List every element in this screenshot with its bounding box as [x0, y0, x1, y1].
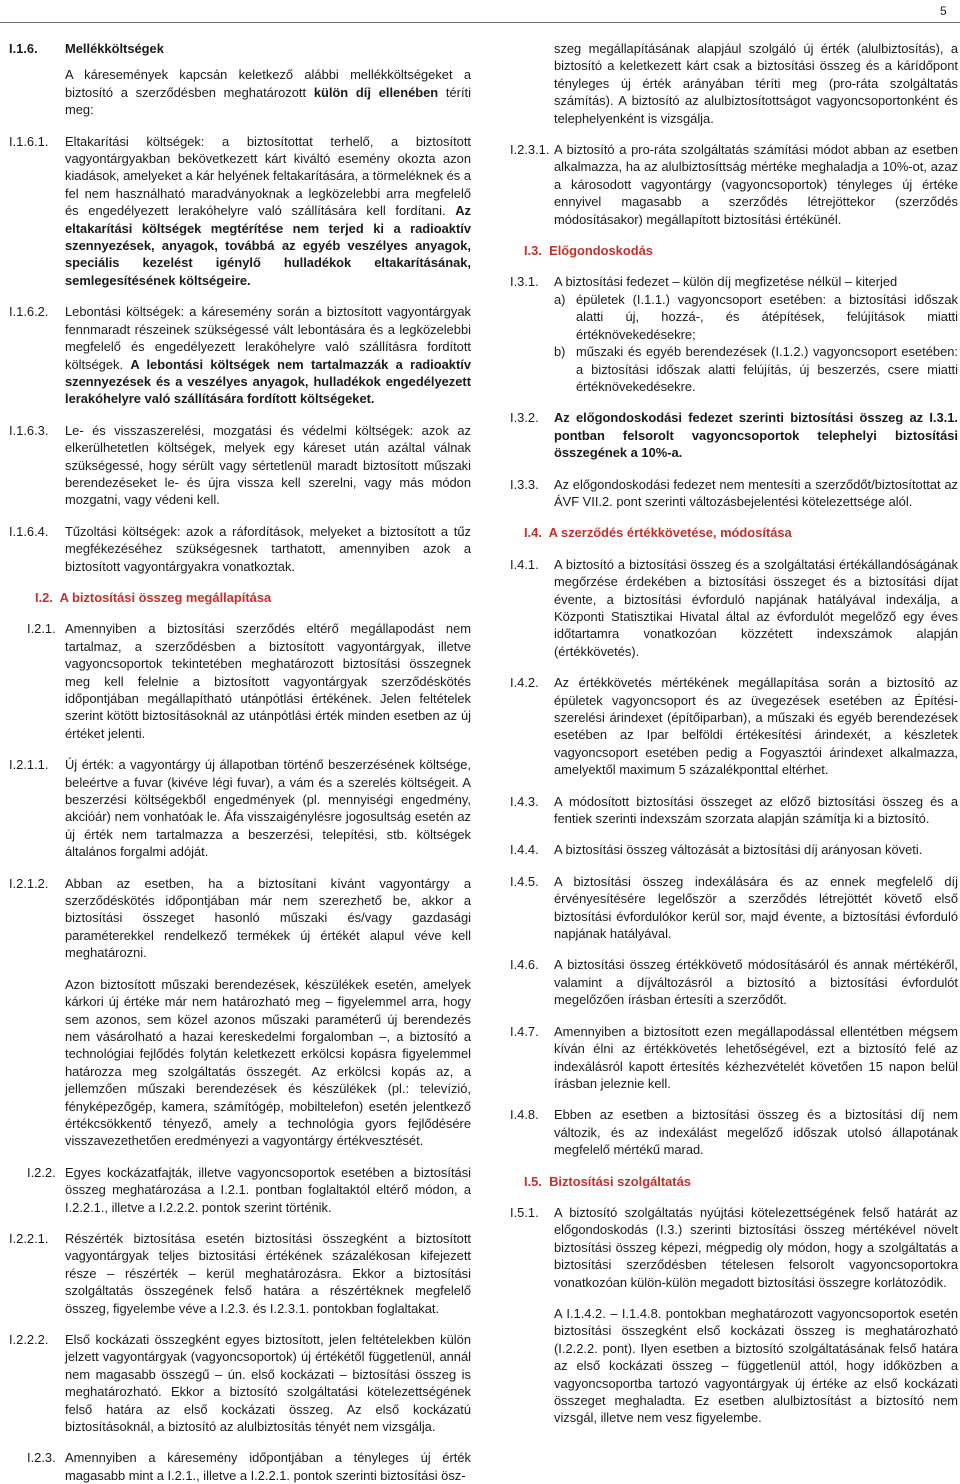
- list-text: műszaki és egyéb berendezések (I.1.2.) vagyoncsoport esetében: a biztosítási időszak alatti felújítás, új beszerzés, csere miatti értéknövekedésekre.: [576, 344, 958, 394]
- clause-text: Első kockázati összegként egyes biztosított, jelen feltételekben külön jelzett vagyontárgyak (vagyoncsoportok) új értékétől függetlenül, annál nem magasabb összegű – ún. első kockázati – biztosítási összeg is meghatározható. Ekkor a biztosító szolgáltatási kötelezettségének felső határa az első kockázati összeg. Az első kockázatú biztosításoknál, a biztosító az alulbiztosítás tényét nem vizsgálja.: [65, 1332, 471, 1435]
- clause-i-4-2: [510, 674, 958, 778]
- intro-text-1: A káresemények kapcsán keletkező alábbi mellékköltségeket a biztosító a szerződésben meghatározott: [65, 67, 471, 100]
- section-title: Előgondoskodás: [549, 243, 653, 259]
- paragraph-erkolcsi-kopas: [65, 976, 471, 1150]
- clause-text: Tűzoltási költségek: azok a ráfordítások, melyeket a biztosított a tűz megfékezéséhez szükségesnek tarthatott, amennyiben azok a biztosított vagyontárgyakra vonatkoztak.: [65, 523, 471, 574]
- clause-text: A biztosító a biztosítási összeg és a szolgáltatási értékállandóságának megőrzése érdekében a biztosítási összeget és a biztosítási díjat évente, a biztosítási évforduló napjának hatályával indexálja, a Központi Statisztikai Hivatal által az évfordulót megelőző egy éves időtartamra vonatkozóan közzétett indexszámok alapján (értékkövetés).: [554, 556, 958, 659]
- clause-number: I.1.6.2.: [9, 304, 49, 320]
- clause-number: I.2.1.1.: [9, 757, 49, 773]
- clause-text: Az előgondoskodási fedezet nem mentesíti a szerződőt/biztosítottat az ÁVF VII.2. pont szerinti változásbejelentési kötelezettsége alól.: [554, 476, 958, 509]
- list-item-b: [554, 343, 958, 395]
- clause-i-2-2-2: [9, 1331, 471, 1435]
- section-heading-biztositasi-osszeg: [9, 589, 471, 606]
- section-title: A biztosítási összeg megállapítása: [59, 589, 272, 605]
- clause-number: I.1.6.1.: [9, 133, 49, 149]
- clause-i-2-2: [9, 1164, 471, 1216]
- clause-i-1-6-3: [9, 422, 471, 509]
- clause-number: I.4.7.: [510, 1023, 539, 1039]
- clause-number: I.2.2.: [27, 1164, 56, 1180]
- clause-i-3-1: [510, 273, 958, 395]
- paragraph-text: szeg megállapításának alapjául szolgáló új érték (alulbiztosítás), a biztosító a keletkezett kárt csak a biztosítási összeg és a kárídőpont tényleges új érték arányában téríti meg (pro-ráta szolgáltatás számítás). A biztosító az alulbiztosítottságot vagyoncsoportonként és telephelyenként is vizsgálja.: [554, 41, 958, 126]
- clause-text: Amennyiben a biztosítási szerződés eltérő megállapodást nem tartalmaz, a szerződésben a biztosított vagyontárgyak, illetve vagyoncsoportok tekintetében meghatározott biztosítási összegnek meg kell felelnie a biztosított vagyontárgyak szerződéskötés időpontjában megállapítható utánpótlási értékének. Jelen feltételek szerint kötött biztosításoknál az utánpótlási érték minden esetben az új értéket jelenti.: [65, 621, 471, 741]
- paragraph-text: A I.1.4.2. – I.1.4.8. pontokban meghatározott vagyoncsoportok esetén biztosítási összegként első kockázati összeg is meghatározható (I.2.2.2. pont). Ilyen esetben a biztosító szolgáltatásának felső határa az első kockázati összeg – függetlenül attól, hogy időközben a vagyoncsoportba tartozó vagyontárgyak új értéke az első kockázati összeget meghaladta. Ez esetben alulbiztosítást a biztosító nem vizsgál, illetve nem vesz figyelembe.: [554, 1305, 958, 1426]
- page-number: 5: [940, 4, 947, 18]
- clause-text: Abban az esetben, ha a biztosítani kívánt vagyontárgy a szerződéskötés időpontjában már nem szerezhető be, akkor a biztosítási összeget hasonló műszaki és/vagy gazdasági paraméterekkel rendelkező termékek új értékét alapul véve kell meghatározni.: [65, 875, 471, 961]
- left-column: [9, 40, 471, 1484]
- clause-i-4-6: [510, 956, 958, 1008]
- clause-text: Az értékkövetés mértékének megállapítása során a biztosító az épületek vagyoncsoport és az üvegezések esetében az Építési- szerelési árindexet (építőiparban), a műszaki és egyéb berendezések esetében az Ipar belföldi értékesítési árindexét, a készletek vagyoncsoport esetében pedig a Fogyasztói árindexet alkalmazza, amelyektől maximum 5 százalékponttal eltérhet.: [554, 675, 958, 778]
- clause-i-5-1: [510, 1204, 958, 1291]
- clause-text: Amennyiben a biztosított ezen megállapodással ellentétben mégsem kíván élni az értékkövetés lehetőségével, ezt a biztosító felé az indexálásról kapott értesítés kézhezvételét követően 15 napon belül írásban jeleznie kell.: [554, 1023, 958, 1091]
- paragraph-text: Azon biztosított műszaki berendezések, készülékek esetén, amelyek kárkori új értéke már nem határozható meg – figyelemmel arra, hogy sem azonos, sem közel azonos műszaki paraméterű új berendezés nem vásárolható a hazai kereskedelmi forgalomban –, a biztosító a technológiai fejlődés folytán keletkezett erkölcsi kopásra figyelemmel határozza meg szolgáltatás összegét. Az erkölcsi kopás az, a jellemzően műszaki berendezések és készülékek (pl.: televízió, fényképezőgép, kamera, számítógép, mobiltelefon) esetén jelentkező értékcsökkentő tényező, amely a technológia gyors fejlődésére visszavezethetően eredményezi a vagyontárgy értékvesztését.: [65, 976, 471, 1149]
- clause-number: I.3.3.: [510, 476, 539, 492]
- clause-i-1-6-1: [9, 133, 471, 290]
- clause-i-2-2-1: [9, 1230, 471, 1317]
- clause-number: I.2.2.2.: [9, 1332, 49, 1347]
- section-title: Mellékköltségek: [65, 41, 164, 56]
- list-text: épületek (I.1.1.) vagyoncsoport esetében: a biztosítási időszak alatti új, hozzá-, és átépítések, felújítások miatti értéknövekedésekre;: [576, 291, 958, 342]
- section-number: I.2.: [35, 589, 53, 605]
- section-number: I.4.: [524, 525, 542, 541]
- clause-i-2-1-1: [9, 756, 471, 860]
- clause-i-1-6-4: [9, 523, 471, 575]
- clause-number: I.2.2.1.: [9, 1230, 49, 1246]
- clause-i-2-3-1: [510, 141, 958, 228]
- clause-number: I.4.4.: [510, 842, 539, 858]
- clause-text: Amennyiben a káresemény időpontjában a tényleges új érték magasabb mint a I.2.1., illetve a I.2.2.1. pontok szerinti biztosítási ösz-: [65, 1450, 471, 1483]
- clause-number: I.2.1.2.: [9, 875, 49, 891]
- clause-text-bold: Az előgondoskodási fedezet szerinti biztosítási összeg az I.3.1. pontban felsorolt vagyoncsoportok telephelyi biztosítási összegének a 10%-a.: [554, 410, 958, 461]
- clause-i-4-4: [510, 841, 958, 858]
- clause-text: A biztosító a pro-ráta szolgáltatás számítási módot abban az esetben alkalmazza, ha az alulbiztosíttság mértéke meghaladja a 10%-ot, azaz a károsodott vagyontárgy (vagyoncsoportok) tényleges új értéke ennyivel magasabb a szerződés létrejöttekor (szerződés módosításakor) megállapított biztosítási értékünél.: [554, 142, 958, 227]
- clause-i-4-1: [510, 556, 958, 660]
- clause-number: I.4.1.: [510, 556, 539, 572]
- section-title: A szerződés értékkövetése, módosítása: [548, 525, 792, 541]
- intro-text-bold: külön díj ellenében: [313, 84, 439, 100]
- clause-text: Le- és visszaszerelési, mozgatási és védelmi költségek: azok az elkerülhetetlen költségek, melyek egy káreset után azáltal válnak szükségessé, hogy sérült vagy sértetlenül maradt biztosított műszaki berendezéseket le- és újra vissza kell szerelni, vagy más módon mozgatni, vagy védeni kell.: [65, 422, 471, 508]
- intro-text-2: téríti meg:: [65, 84, 471, 118]
- clause-i-4-7: [510, 1023, 958, 1093]
- clause-number: I.3.1.: [510, 274, 539, 290]
- section-title: Biztosítási szolgáltatás: [549, 1173, 691, 1189]
- paragraph-elso-kockazati: [554, 1305, 958, 1427]
- section-heading-szolgaltatas: [510, 1173, 958, 1190]
- clause-i-4-8: [510, 1106, 958, 1158]
- clause-text: A biztosítási összeg értékkövető módosításáról és annak mértékéről, valamint a díjváltozásról a biztosító a biztosítási évfordulót megelőzően írásban értesíti a szerződőt.: [554, 957, 958, 1008]
- section-heading-ertekkovetes: [510, 524, 958, 541]
- section-number: I.5.: [524, 1173, 542, 1189]
- clause-text: A biztosító szolgáltatás nyújtási kötelezettségének felső határát az előgondoskodás (I.3.) szerinti biztosítási összeg mértékével növelt biztosítási összeg képezi, mégpedig oly módon, hogy a szolgáltatás a biztosítási szerződésben tételesen felsorolt vagyoncsoportokra vonatkozóan külön-külön megadott biztosítási összegre korlátozódik.: [554, 1204, 958, 1290]
- clause-number: I.3.2.: [510, 410, 539, 426]
- clause-number: I.4.3.: [510, 793, 539, 809]
- section-heading-mellekkoltsegek: [9, 40, 471, 57]
- clause-text: Egyes kockázatfajták, illetve vagyoncsoportok esetében a biztosítási összeg meghatározása a I.2.1. pontban foglaltaktól eltérő módon, a I.2.2.1., illetve a I.2.2.2. pontok szerint történik.: [65, 1164, 471, 1215]
- clause-text: Lebontási költségek: a káresemény során a biztosított vagyontárgyak fennmaradt részeinek szükségessé vált lebontására és a legközelebbi megfelelő és engedélyezett lerakóhelyre való szállításra fordított költségek.: [65, 304, 471, 372]
- clause-text: Új érték: a vagyontárgy új állapotban történő beszerzésének költsége, beleértve a fuvar (kivéve légi fuvar), a vám és a szerelés költségeit. A beszerzési költségekből engedmények (pl. mennyiségi engedmény, akcióár) nem vonhatóak le. Áfa visszaigénylésre jogosultság esetén az új érték nem tartalmazza a beszerzési, telepítési, stb. költségek általános forgalmi adóját.: [65, 757, 471, 860]
- clause-number: I.2.1.: [27, 621, 56, 637]
- clause-i-4-5: [510, 873, 958, 943]
- clause-i-2-3: [9, 1449, 471, 1484]
- clause-number: I.1.6.3.: [9, 422, 49, 438]
- clause-text: Eltakarítási költségek: a biztosítottat terhelő, a biztosított vagyontárgyakban bekövetkezett kárt kiváltó esemény okozta azon kiadások, amelyeket a kár helyének feltakarítására, a törmeléknek és a fel nem használható maradványoknak a legközelebbi arra megfelelő és engedélyezett lerakóhelyre való szállítására kell fordítani.: [65, 133, 471, 219]
- section-heading-elogondoskodas: [510, 242, 958, 259]
- clause-number: I.4.8.: [510, 1107, 539, 1123]
- list-label: b): [554, 344, 566, 360]
- section-intro: [65, 66, 471, 118]
- clause-number: I.4.5.: [510, 873, 539, 889]
- clause-text: Ebben az esetben a biztosítási összeg és a biztosítási díj nem változik, és az indexálást megelőző időszak utolsó állapotának megfelelő mértékű marad.: [554, 1107, 958, 1158]
- clause-number: I.2.3.: [27, 1450, 56, 1466]
- clause-number: I.2.3.1.: [510, 142, 550, 158]
- clause-i-2-1: [9, 620, 471, 742]
- clause-number: I.5.1.: [510, 1204, 539, 1220]
- right-column: [510, 40, 958, 1427]
- clause-text: A biztosítási összeg változását a biztosítási díj arányosan követi.: [554, 842, 923, 858]
- clause-text: Részérték biztosítása esetén biztosítási összegként a biztosított vagyontárgyak teljes biztosítási értékének százalékosan kifejezett része – részérték – kerül meghatározásra. Ekkor a biztosítási szolgáltatás összegének felső határa a részértéknek megfelelő összeg, figyelembe véve a I.2.3. és I.2.3.1. pontokban foglaltakat.: [65, 1230, 471, 1316]
- clause-number: I.4.6.: [510, 957, 539, 973]
- clause-i-4-3: [510, 793, 958, 828]
- clause-text: A biztosítási összeg indexálására és az ennek megfelelő díj érvényesítésére legelőször a szerződés létrejöttét követő első biztosítási évfordulókor kerül sor, majd évente, a biztosítási évforduló napjának hatályával.: [554, 873, 958, 942]
- clause-i-2-1-2: [9, 875, 471, 962]
- clause-text: A biztosítási fedezet – külön díj megfizetése nélkül – kiterjed: [554, 274, 898, 290]
- list-label: a): [554, 291, 566, 307]
- clause-text-bold: Az eltakarítási költségek megtérítése nem terjed ki a radioaktív szennyezések, anyagok, továbbá az egyéb veszélyes anyagok, speciális kezelést igénylő hulladékok eltakarításának, semlegesítésének költségeire.: [65, 203, 471, 288]
- clause-text: A módosított biztosítási összeget az előző biztosítási összeg és a fentiek szerinti indexszám szorzata alapján számítja ki a biztosító.: [554, 793, 958, 827]
- list-item-a: [554, 291, 958, 343]
- header-rule: [0, 22, 960, 23]
- clause-i-1-6-2: [9, 303, 471, 407]
- section-number: I.3.: [524, 243, 542, 259]
- section-number: I.1.6.: [9, 41, 38, 56]
- clause-number: I.4.2.: [510, 675, 539, 691]
- clause-i-3-2: [510, 409, 958, 461]
- clause-text-bold: A lebontási költségek nem tartalmazzák a radioaktív szennyezések és a veszélyes anyagok, hulladékok engedélyezett lerakóhelyre való szállítására fordított költségeket.: [65, 356, 471, 407]
- clause-number: I.1.6.4.: [9, 523, 49, 539]
- clause-i-3-3: [510, 476, 958, 511]
- continued-paragraph: [554, 40, 958, 127]
